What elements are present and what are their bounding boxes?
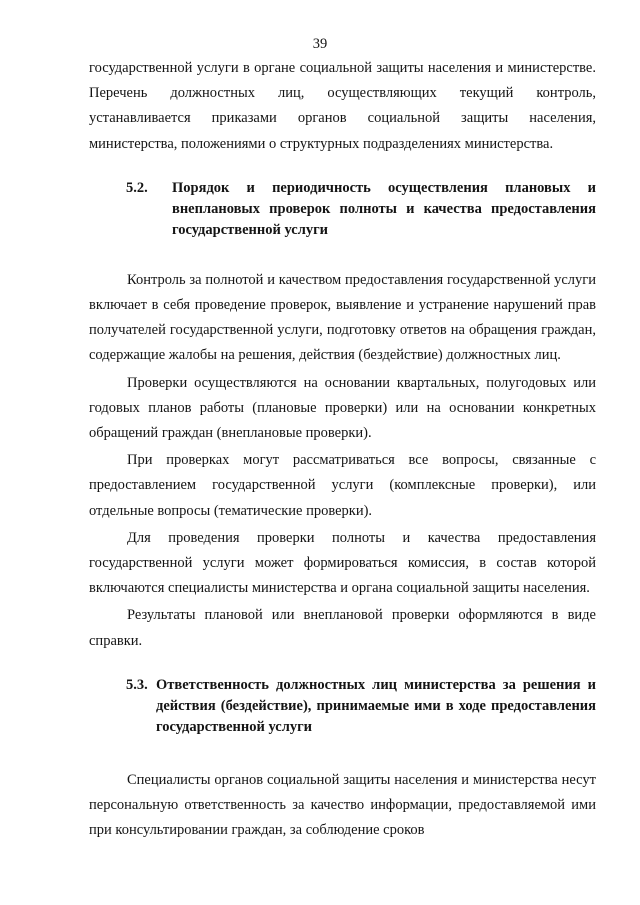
paragraph: Для проведения проверки полноты и качества предоставления государственной услуги может формироваться комиссия, в состав которой включаются специалисты министерства и органа социальной защиты населения.	[89, 529, 596, 597]
paragraph: Специалисты органов социальной защиты населения и министерства несут персональную ответственность за качество информации, предоставляемой ими при консультировании граждан, за соблюдение сроков	[89, 771, 596, 839]
section-heading-5-3	[126, 675, 596, 738]
paragraph-continuation: государственной услуги в органе социальной защиты населения и министерстве. Перечень должностных лиц, осуществляющих текущий контроль, устанавливается приказами органов социальной защиты населения, министерства, положениями о структурных подразделениях министерства.	[89, 60, 596, 152]
section-title: Порядок и периодичность осуществления плановых и внеплановых проверок полноты и качества предоставления государственной услуги	[172, 179, 596, 238]
paragraph: При проверках могут рассматриваться все вопросы, связанные с предоставлением государственной услуги (комплексные проверки), или отдельные вопросы (тематические проверки).	[89, 452, 596, 519]
page-number: 39	[312, 36, 328, 52]
section-title: Ответственность должностных лиц министерства за решения и действия (бездействие), принимаемые ими в ходе предоставления государственной услуги	[156, 676, 596, 735]
section-number: 5.2.	[126, 179, 148, 196]
section-number: 5.3.	[126, 676, 148, 693]
page-content	[89, 56, 596, 843]
section-heading-5-2	[126, 178, 596, 241]
paragraph: Результаты плановой или внеплановой проверки оформляются в виде справки.	[89, 607, 596, 649]
paragraph: Контроль за полнотой и качеством предоставления государственной услуги включает в себя проведение проверок, выявление и устранение нарушений прав получателей государственной услуги, подготовку ответов на обращения граждан, содержащие жалобы на решения, действия (бездействие) должностных лиц.	[89, 271, 596, 364]
paragraph: Проверки осуществляются на основании квартальных, полугодовых или годовых планов работы (плановые проверки) или на основании конкретных обращений граждан (внеплановые проверки).	[89, 374, 596, 442]
